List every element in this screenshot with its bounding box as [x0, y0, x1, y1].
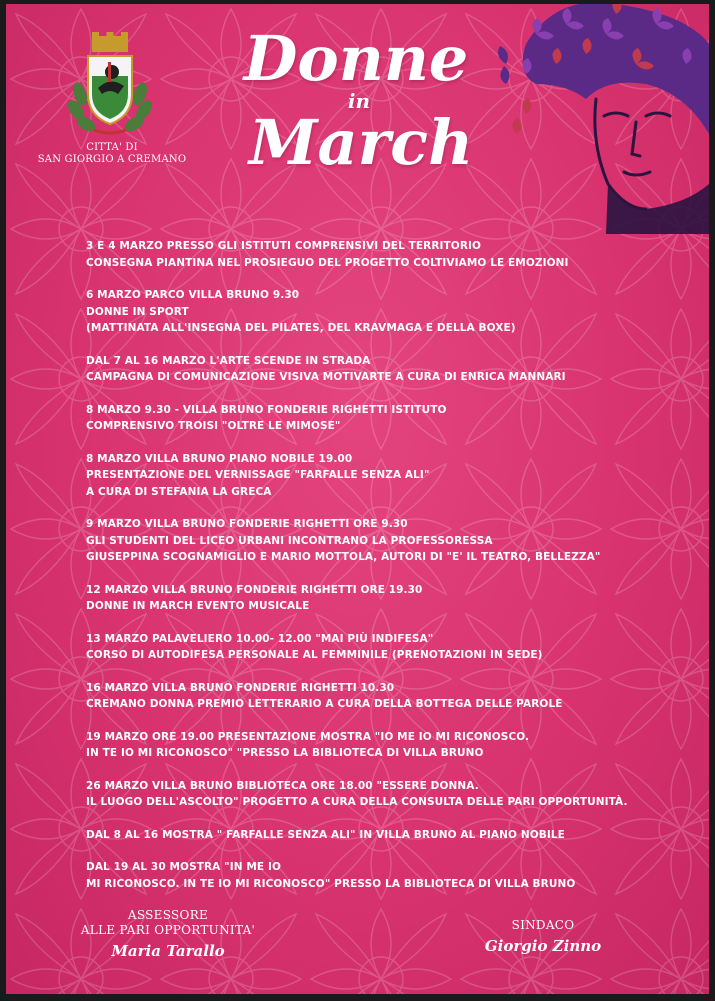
event-line: 8 MARZO VILLA BRUNO PIANO NOBILE 19.00	[86, 452, 353, 465]
event-line: 16 MARZO VILLA BRUNO FONDERIE RIGHETTI 10.30	[86, 681, 395, 694]
woman-face-butterflies-illustration	[496, 4, 709, 234]
event-line: COMPRENSIVO TROISI "OLTRE LE MIMOSE"	[86, 420, 341, 432]
event-line: IN TE IO MI RICONOSCO" "PRESSO LA BIBLIOTECA DI VILLA BRUNO	[86, 747, 484, 759]
event-item	[86, 827, 686, 844]
event-line: GLI STUDENTI DEL LICEO URBANI INCONTRANO LA PROFESSORESSA	[86, 534, 493, 547]
event-item	[86, 859, 686, 892]
event-item	[86, 287, 686, 337]
assessore-role-line1: ASSESSORE	[127, 908, 209, 922]
event-line: DAL 19 AL 30 MOSTRA "IN ME IO	[86, 861, 281, 873]
event-item	[86, 451, 686, 501]
event-line: (MATTINATA ALL'INSEGNA DEL PILATES, DEL KRAVMAGA E DELLA BOXE)	[86, 322, 516, 334]
event-line: 13 MARZO PALAVELIERO 10.00- 12.00 "MAI PIÙ INDIFESA"	[86, 632, 434, 645]
assessore-signature-block	[68, 908, 268, 962]
city-crest-icon	[68, 32, 152, 136]
event-item	[86, 778, 686, 811]
event-line: CORSO DI AUTODIFESA PERSONALE AL FEMMINILE (PRENOTAZIONI IN SEDE)	[86, 649, 543, 661]
event-item	[86, 582, 686, 615]
event-line: DONNE IN SPORT	[86, 305, 189, 318]
title-in: in	[347, 89, 371, 113]
event-line: MI RICONOSCO. IN TE IO MI RICONOSCO" PRESSO LA BIBLIOTECA DI VILLA BRUNO	[86, 877, 576, 890]
event-item	[86, 680, 686, 713]
assessore-role-line2: ALLE PARI OPPORTUNITA'	[80, 923, 256, 937]
event-item	[86, 516, 686, 566]
event-line: 19 MARZO ORE 19.00 PRESENTAZIONE MOSTRA "IO ME IO MI RICONOSCO.	[86, 730, 530, 743]
event-line: DAL 8 AL 16 MOSTRA " FARFALLE SENZA ALI" IN VILLA BRUNO AL PIANO NOBILE	[86, 828, 565, 841]
sindaco-name: Giorgio Zinno	[484, 937, 602, 955]
event-line: CAMPAGNA DI COMUNICAZIONE VISIVA MOTIVARTE A CURA DI ENRICA MANNARI	[86, 371, 566, 383]
title-march: March	[248, 106, 474, 179]
event-item	[86, 729, 686, 762]
event-item	[86, 353, 686, 386]
event-item	[86, 238, 686, 271]
event-line: 9 MARZO VILLA BRUNO FONDERIE RIGHETTI ORE 9.30	[86, 518, 408, 530]
city-label	[36, 142, 188, 166]
event-line: 26 MARZO VILLA BRUNO BIBLIOTECA ORE 18.00 "ESSERE DONNA.	[86, 779, 479, 792]
event-line: A CURA DI STEFANIA LA GRECA	[86, 485, 272, 498]
event-line: DONNE IN MARCH EVENTO MUSICALE	[86, 600, 310, 612]
event-line: 12 MARZO VILLA BRUNO FONDERIE RIGHETTI ORE 19.30	[86, 583, 423, 596]
event-item	[86, 402, 686, 435]
event-item	[86, 631, 686, 664]
city-label-line2: SAN GIORGIO A CREMANO	[37, 154, 187, 165]
assessore-name: Maria Tarallo	[111, 942, 225, 960]
event-line: CREMANO DONNA PREMIO LETTERARIO A CURA DELLA BOTTEGA DELLE PAROLE	[86, 698, 563, 710]
event-line: CONSEGNA PIANTINA NEL PROSIEGUO DEL PROGETTO COLTIVIAMO LE EMOZIONI	[86, 256, 569, 269]
event-line: GIUSEPPINA SCOGNAMIGLIO E MARIO MOTTOLA, AUTORI DI "E' IL TEATRO, BELLEZZA"	[86, 551, 601, 563]
event-line: DAL 7 AL 16 MARZO L'ARTE SCENDE IN STRADA	[86, 354, 371, 367]
sindaco-signature-block	[468, 918, 618, 957]
event-line: 6 MARZO PARCO VILLA BRUNO 9.30	[86, 289, 300, 301]
title-donne: Donne	[243, 22, 469, 95]
sindaco-role: SINDACO	[511, 918, 575, 932]
event-line: IL LUOGO DELL'ASCOLTO" PROGETTO A CURA DELLA CONSULTA DELLE PARI OPPORTUNITÀ.	[86, 796, 628, 808]
events-list	[86, 238, 686, 908]
city-label-line1: CITTA' DI	[86, 142, 138, 153]
poster-title	[206, 22, 506, 179]
event-line: 8 MARZO 9.30 - VILLA BRUNO FONDERIE RIGHETTI ISTITUTO	[86, 403, 447, 416]
event-poster	[6, 4, 709, 994]
event-line: PRESENTAZIONE DEL VERNISSAGE "FARFALLE SENZA ALI"	[86, 469, 430, 481]
event-line: 3 E 4 MARZO PRESSO GLI ISTITUTI COMPRENSIVI DEL TERRITORIO	[86, 240, 482, 252]
